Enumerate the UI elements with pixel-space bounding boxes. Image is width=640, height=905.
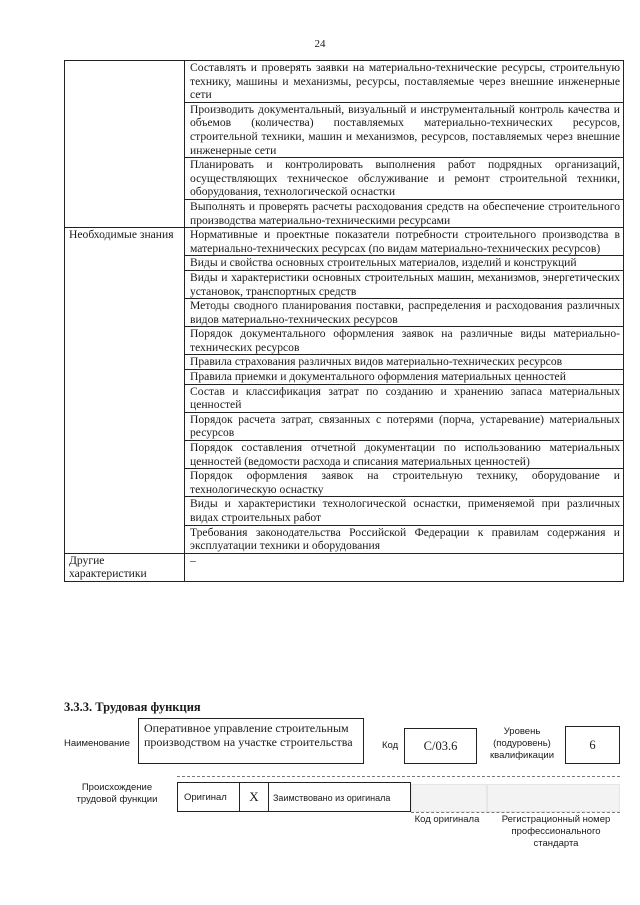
function-name-box: Оперативное управление строительным производством на участке строительства	[138, 718, 364, 764]
origin-original-cell	[177, 782, 239, 812]
page-number: 24	[314, 38, 326, 50]
reg-number-field	[487, 784, 620, 812]
function-code-box: С/03.6	[404, 728, 477, 764]
table-cell: Порядок составления отчетной документации по использованию материальных ценностей (ведомости расхода и списания материальных ценностей)	[185, 441, 624, 469]
table-cell: Составлять и проверять заявки на материально-технические ресурсы, строительную технику, машины и механизмы, ресурсы, поставляемые через внешние инженерные сети	[185, 61, 624, 103]
table-row	[65, 61, 624, 103]
table-cell: Правила страхования различных видов материально-технических ресурсов	[185, 355, 624, 370]
table-cell: Виды и свойства основных строительных материалов, изделий и конструкций	[185, 256, 624, 271]
table-cell: Нормативные и проектные показатели потребности строительного производства в материально-технических ресурсах (по видам материально-технических ресурсов)	[185, 228, 624, 256]
reg-number-caption: Регистрационный номер профессионального стандарта	[501, 814, 611, 849]
row-label-other: Другие характеристики	[65, 553, 185, 581]
table-cell: Виды и характеристики основных строительных машин, механизмов, энергетических установок, транспортных средств	[185, 270, 624, 298]
table-row	[65, 228, 624, 256]
table-cell: Состав и классификация затрат по созданию и хранению запаса материальных ценностей	[185, 384, 624, 412]
table-cell: –	[185, 553, 624, 581]
table-row	[65, 553, 624, 581]
table-cell: Методы сводного планирования поставки, распределения и расходования различных видов материально-технических ресурсов	[185, 299, 624, 327]
name-label: Наименование	[64, 738, 130, 749]
row-label	[65, 61, 185, 228]
table-cell: Требования законодательства Российской Федерации к правилам содержания и эксплуатации техники и оборудования	[185, 525, 624, 553]
origin-borrowed-cell	[269, 782, 411, 812]
row-label-knowledge: Необходимые знания	[65, 228, 185, 554]
original-mark: X	[249, 789, 259, 804]
origin-code-caption: Код оригинала	[414, 814, 480, 825]
table-cell: Правила приемки и документального оформления материальных ценностей	[185, 370, 624, 385]
table-cell: Планировать и контролировать выполнения работ подрядных организаций, осуществляющих техническое обслуживание и ремонт строительной техники, оборудования, технологической оснастки	[185, 158, 624, 200]
borrowed-label: Заимствовано из оригинала	[273, 793, 391, 803]
table-cell: Виды и характеристики технологической оснастки, применяемой при различных видах строительных работ	[185, 497, 624, 525]
original-label: Оригинал	[184, 792, 227, 803]
origin-row	[177, 782, 411, 812]
origin-mark-cell	[239, 782, 269, 812]
table-cell: Производить документальный, визуальный и инструментальный контроль качества и объемов (количества) поставляемых материально-технических ресурсов, строительной техники, машин и механизмов, ресурсов, поставляемых через внешние инженерные сети	[185, 102, 624, 157]
code-label: Код	[382, 740, 399, 751]
table-cell: Порядок документального оформления заявок на различные виды материально-технических ресурсов	[185, 327, 624, 355]
level-box: 6	[565, 726, 620, 764]
section-title: 3.3.3. Трудовая функция	[64, 700, 201, 714]
origin-code-field	[411, 784, 487, 812]
table-cell: Порядок оформления заявок на строительную технику, оборудование и технологическую оснастку	[185, 469, 624, 497]
origin-label: Происхождение трудовой функции	[76, 782, 158, 805]
table-cell: Порядок расчета затрат, связанных с потерями (порча, устаревание) материальных ресурсов	[185, 412, 624, 440]
dashed-line	[177, 776, 620, 777]
table-cell: Выполнять и проверять расчеты расходования средств на обеспечение строительного производства материально-техническими ресурсами	[185, 199, 624, 227]
dashed-line	[411, 812, 620, 813]
level-label: Уровень (подуровень) квалификации	[489, 726, 555, 761]
knowledge-table	[64, 60, 624, 582]
